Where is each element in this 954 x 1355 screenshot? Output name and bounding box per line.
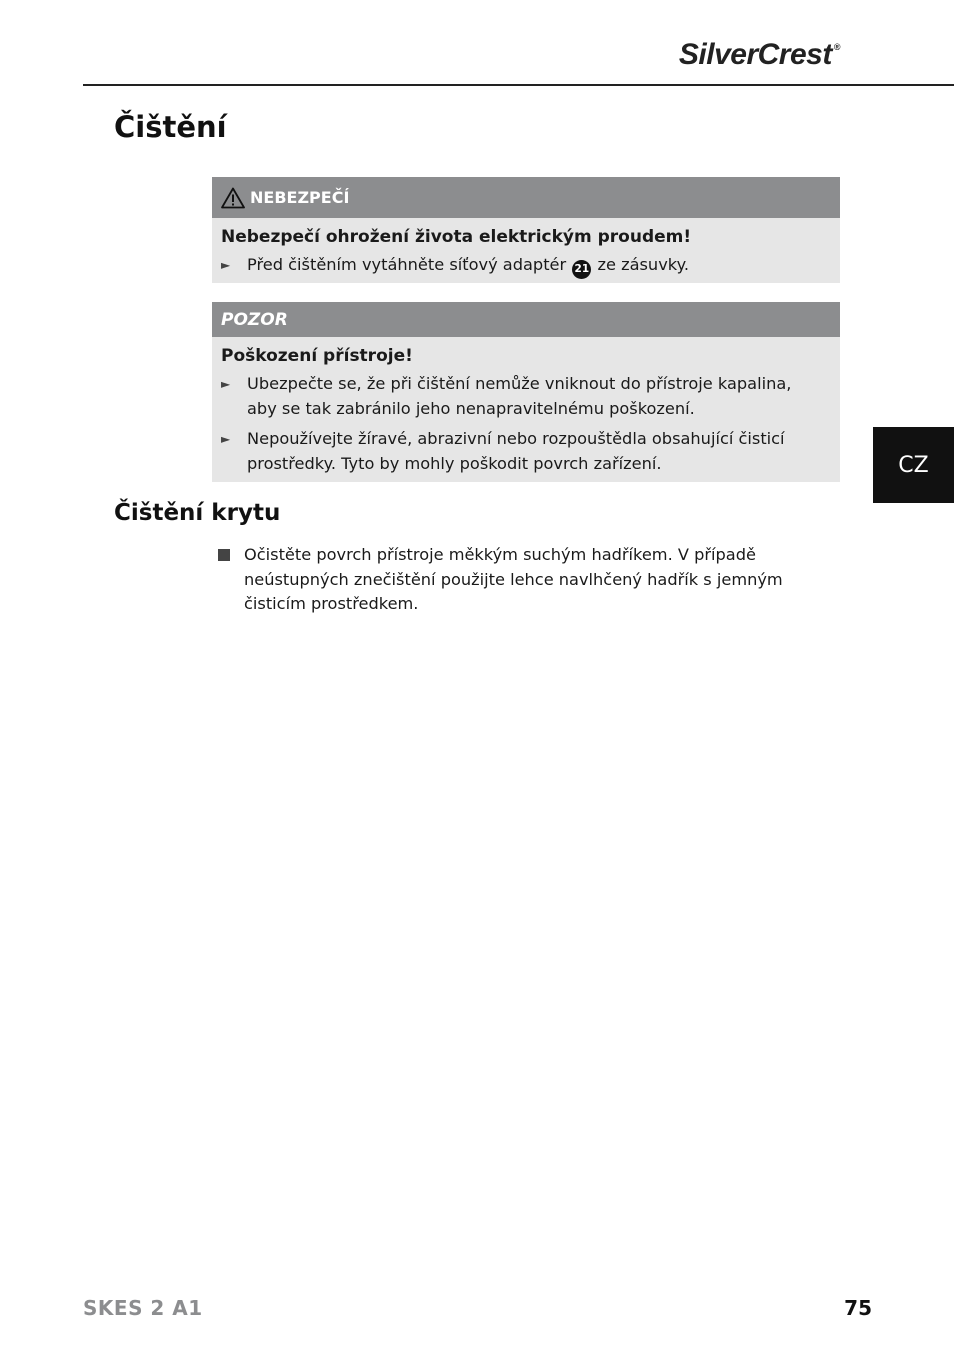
list-item bbox=[221, 372, 825, 421]
danger-item-text-end: ze zásuvky. bbox=[597, 255, 689, 274]
language-tab: CZ bbox=[873, 427, 954, 503]
list-item bbox=[221, 427, 825, 476]
header-rule bbox=[83, 84, 954, 86]
danger-item-text: Před čištěním vytáhněte síťový adaptér bbox=[247, 255, 567, 274]
danger-box bbox=[212, 177, 840, 283]
arrow-right-icon: ► bbox=[221, 258, 231, 272]
danger-subtitle: Nebezpečí ohrožení života elektrickým proudem! bbox=[221, 227, 692, 247]
section-item-text: Očistěte povrch přístroje měkkým suchým hadříkem. V případě neústupných znečištění použijte lehce navlhčený hadřík s jemným čisticím prostředkem. bbox=[244, 545, 783, 613]
footer-model: SKES 2 A1 bbox=[83, 1296, 203, 1320]
list-item bbox=[221, 253, 825, 279]
caution-item-text: Ubezpečte se, že při čištění nemůže vniknout do přístroje kapalina, aby se tak zabránilo jeho nenapravitelnému poškození. bbox=[247, 374, 792, 418]
section-title: Čištění krytu bbox=[114, 500, 281, 526]
caution-list bbox=[212, 372, 840, 476]
caution-header bbox=[212, 302, 840, 337]
danger-list bbox=[212, 253, 840, 279]
warning-triangle-icon bbox=[221, 187, 245, 209]
caution-label: POZOR bbox=[221, 309, 288, 330]
page-title: Čištění bbox=[114, 110, 227, 144]
brand-name: SilverCrest bbox=[678, 38, 832, 71]
brand-logo bbox=[679, 38, 840, 72]
part-number-badge: 21 bbox=[572, 260, 591, 279]
danger-header bbox=[212, 177, 840, 218]
arrow-right-icon: ► bbox=[221, 377, 231, 391]
registered-mark: ® bbox=[833, 42, 840, 52]
square-bullet-icon bbox=[218, 549, 230, 561]
caution-subtitle: Poškození přístroje! bbox=[221, 346, 413, 366]
danger-label: NEBEZPEČÍ bbox=[250, 188, 350, 207]
arrow-right-icon: ► bbox=[221, 432, 231, 446]
section-list bbox=[218, 543, 840, 617]
caution-item-text: Nepoužívejte žíravé, abrazivní nebo rozpouštědla obsahující čisticí prostředky. Tyto by mohly poškodit povrch zařízení. bbox=[247, 429, 785, 473]
page-number: 75 bbox=[844, 1296, 872, 1320]
list-item bbox=[218, 543, 840, 617]
caution-box bbox=[212, 302, 840, 482]
